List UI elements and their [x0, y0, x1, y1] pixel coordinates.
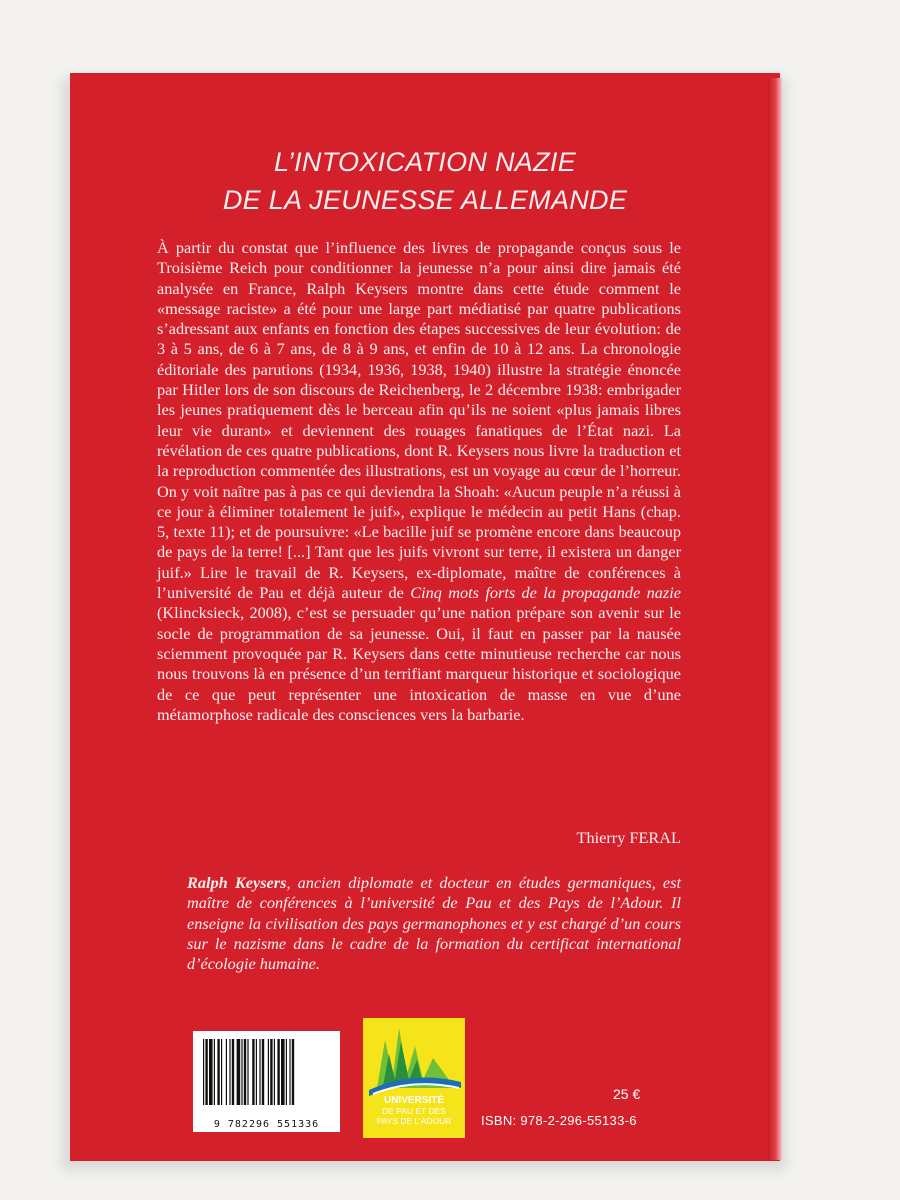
- title-line-2: DE LA JEUNESSE ALLEMANDE: [222, 185, 628, 215]
- cited-book-title: Cinq mots forts de la propagande nazie: [410, 583, 682, 603]
- author-name: Ralph Keysers: [187, 873, 287, 892]
- barcode-number: 9 782296 551336: [213, 1119, 320, 1130]
- blurb-part-2: (Klincksieck, 2008), c’est se persuader qu’une nation prépare son avenir sur le socle de programmation de sa jeunesse. Oui, il faut en passer par la nausée sciemment provoquée par R. Keysers dans cette minutieuse recherche car nous nous trouvons là en présence d’un terrifiant marqueur historique et sociologique de ce que peut représenter une intoxication de masse en vue d’une métamorphose radicale des consciences vers la barbarie.: [157, 603, 681, 724]
- title-line-1: L’INTOXICATION NAZIE: [273, 147, 577, 177]
- university-name: [363, 1096, 465, 1126]
- price: 25 €: [613, 1086, 641, 1102]
- blurb-signature: Thierry FERAL: [576, 828, 681, 847]
- book-spine-edge: [768, 78, 782, 1160]
- logo-line-3: PAYS DE L’ADOUR: [376, 1116, 452, 1126]
- book-title: [70, 143, 780, 219]
- blurb-part-1: À partir du constat que l’influence des livres de propagande conçus sous le Troisième Reich pour conditionner la jeunesse n’a pour ainsi dire jamais été analysée en France, Ralph Keysers montre dans cette étude comment le «message raciste» a été pour une large part médiatisé par quatre publications s’adressant aux enfants en fonction des étapes successives de leur évolution: de 3 à 5 ans, de 6 à 7 ans, de 8 à 9 ans, et enfin de 10 à 12 ans. La chronologie éditoriale des parutions (1934, 1936, 1938, 1940) illustre la stratégie énoncée par Hitler lors de son discours de Reichenberg, le 2 décembre 1938: embrigader les jeunes pratiquement dès le berceau afin qu’ils ne soient «plus jamais libres leur vie durant» et deviennent des rouages fanatiques de l’État nazi. La révélation de ces quatre publications, dont R. Keysers nous livre la traduction et la reproduction commentée des illustrations, est un voyage au cœur de l’horreur. On y voit naître pas à pas ce qui deviendra la Shoah: «Aucun peuple n’a réussi à ce jour à éliminer totalement le juif», explique le médecin au petit Hans (chap. 5, texte 11); et de poursuivre: «Le bacille juif se promène encore dans beaucoup de pays de la terre! [...] Tant que les juifs vivront sur terre, il existera un danger juif.» Lire le travail de R. Keysers, ex-diplomate, maître de conférences à l’université de Pau et déjà auteur de: [157, 238, 681, 603]
- blurb-text: [157, 238, 681, 725]
- barcode: [193, 1031, 340, 1132]
- logo-line-2: DE PAU ET DES: [382, 1106, 446, 1116]
- barcode-bars: [201, 1039, 332, 1105]
- university-logo: [363, 1018, 465, 1138]
- mountain-logo-icon: [363, 1018, 465, 1098]
- isbn: ISBN: 978-2-296-55133-6: [481, 1113, 637, 1128]
- book-back-cover: [70, 73, 780, 1161]
- logo-line-1: UNIVERSITÉ: [383, 1095, 444, 1106]
- author-bio-text: , ancien diplomate et docteur en études germaniques, est maître de conférences à l’université de Pau et des Pays de l’Adour. Il enseigne la civilisation des pays germanophones et y est chargé d’un cours sur le nazisme dans le cadre de la formation du certificat international d’écologie humaine.: [187, 873, 682, 974]
- author-bio: [187, 873, 681, 974]
